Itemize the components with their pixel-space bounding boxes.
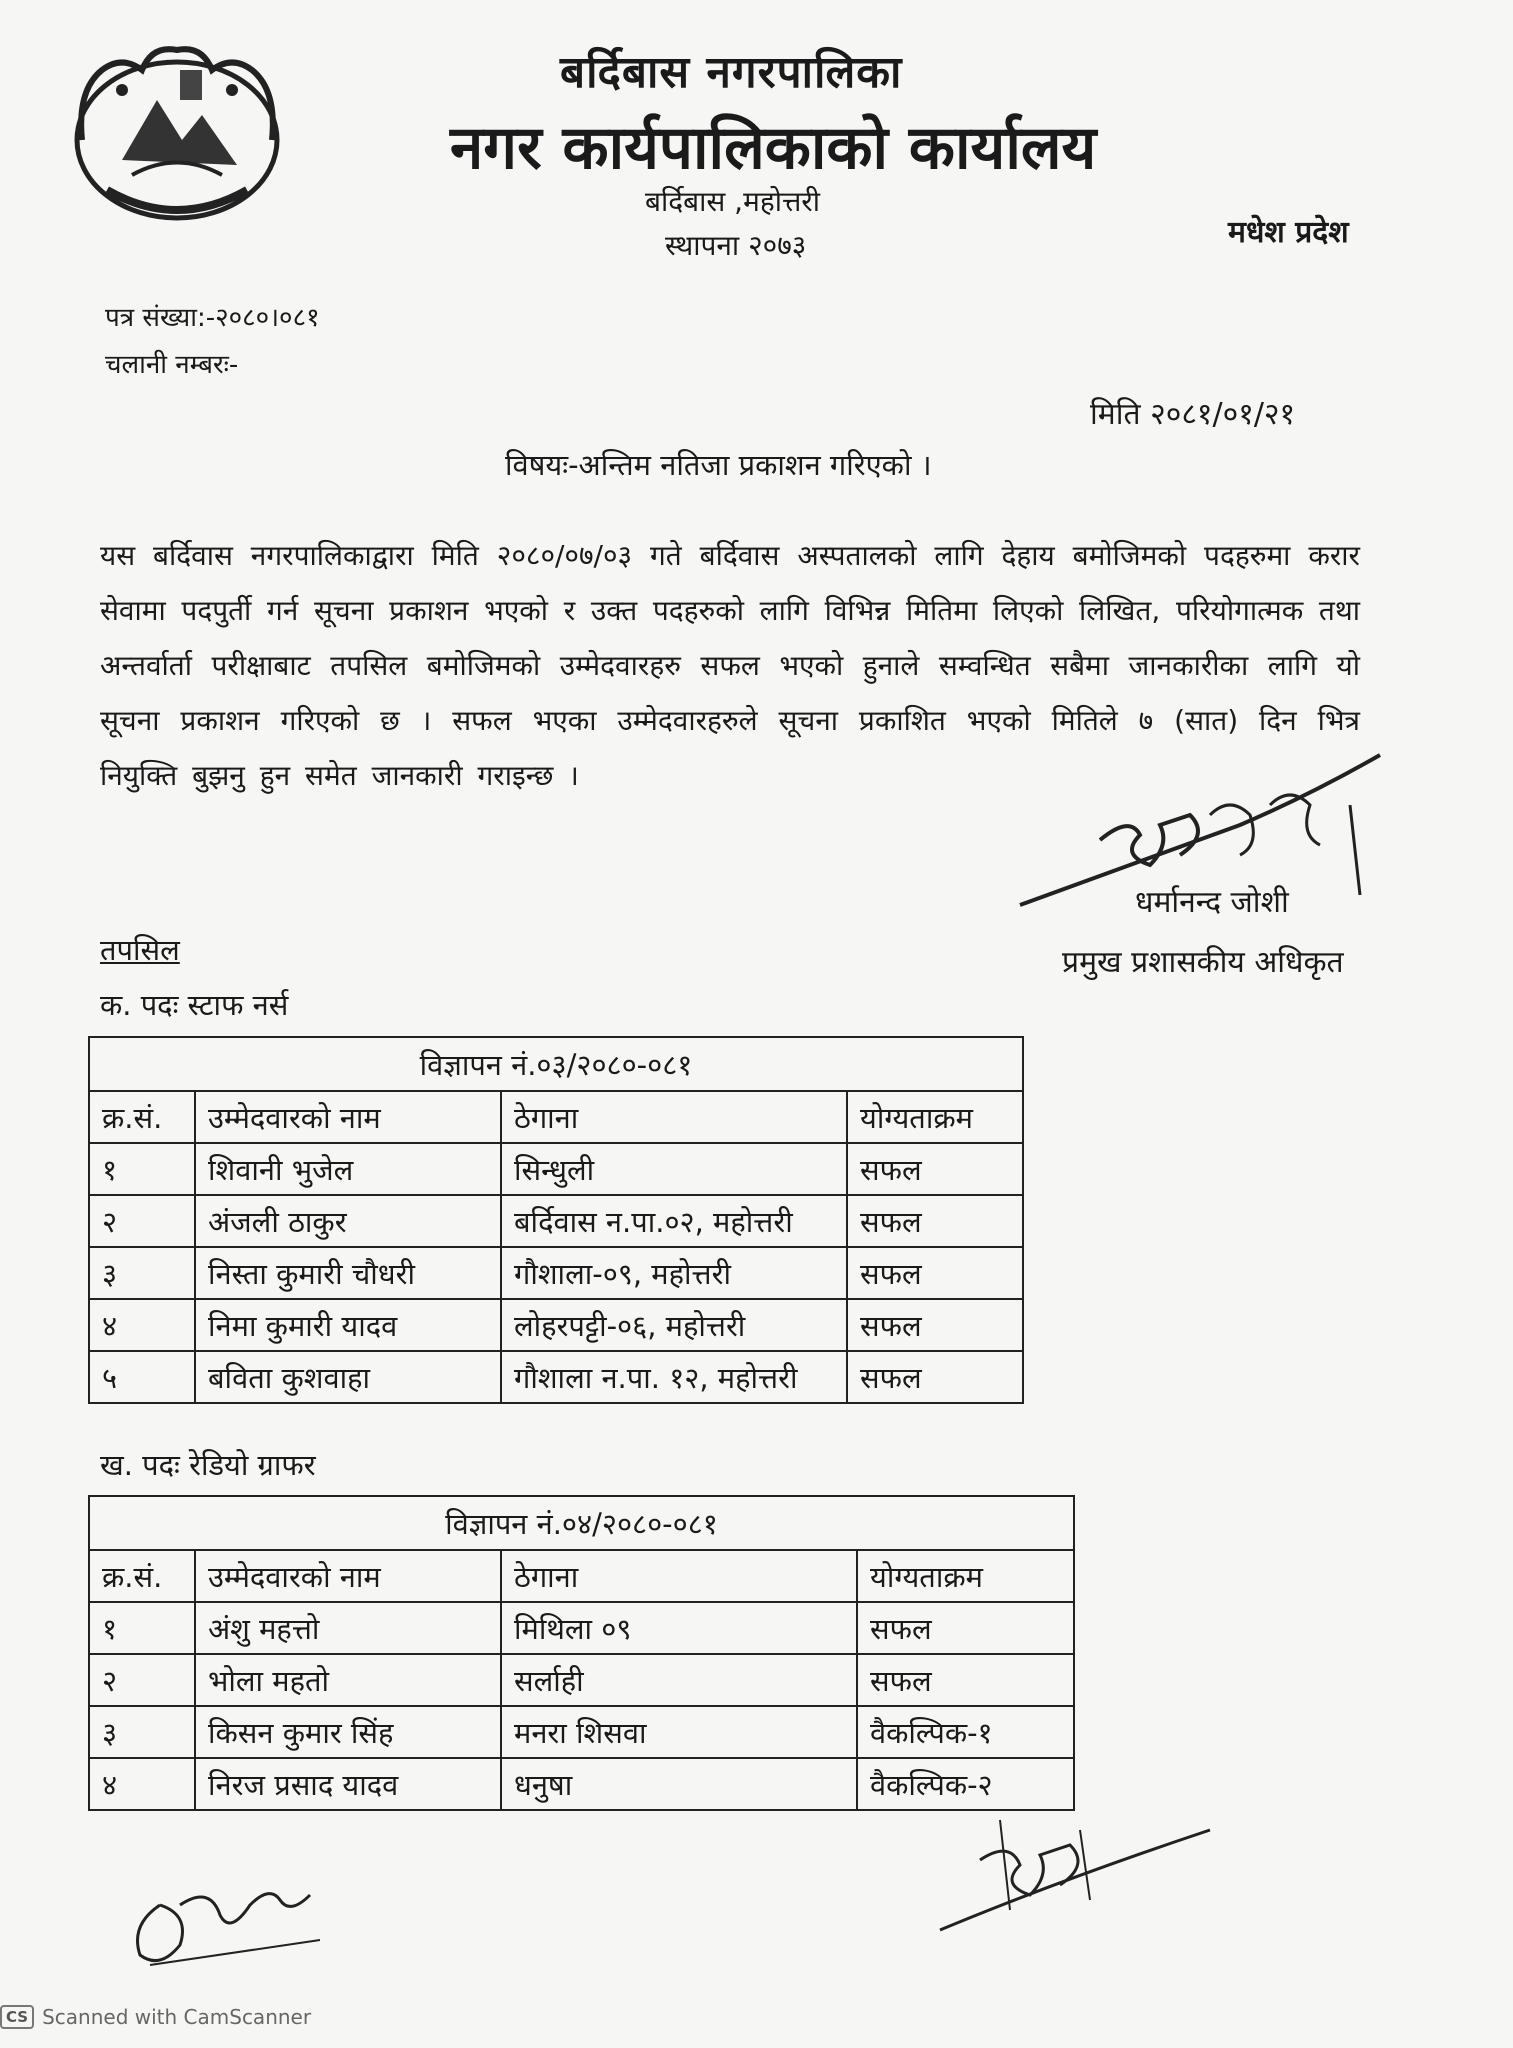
col-header-merit: योग्यताक्रम [857, 1550, 1074, 1602]
table-row [89, 1299, 1023, 1351]
office-established: स्थापना २०७३ [665, 229, 807, 262]
office-title: नगर कार्यपालिकाको कार्यालय [450, 113, 1097, 183]
cell-name: बविता कुशवाहा [195, 1351, 501, 1403]
results-table-radiographer [88, 1495, 1075, 1811]
cell-sn: ५ [89, 1351, 195, 1403]
cell-merit: वैकल्पिक-२ [857, 1758, 1074, 1810]
dispatch-number: चलानी नम्बरः- [105, 350, 239, 380]
col-header-name: उम्मेदवारको नाम [195, 1550, 501, 1602]
letter-subject: विषयः-अन्तिम नतिजा प्रकाशन गरिएको । [505, 448, 932, 482]
cell-merit: सफल [847, 1299, 1023, 1351]
cell-name: अंशु महत्तो [195, 1602, 501, 1654]
col-header-sn: क्र.सं. [89, 1091, 195, 1143]
letter-number: पत्र संख्या:-२०८०।०८१ [105, 303, 320, 333]
details-heading: तपसिल [100, 933, 180, 967]
cell-name: निस्ता कुमारी चौधरी [195, 1247, 501, 1299]
table-row [89, 1143, 1023, 1195]
post-title-radiographer: ख. पदः रेडियो ग्राफर [100, 1448, 316, 1482]
table-row [89, 1195, 1023, 1247]
col-header-address: ठेगाना [501, 1550, 857, 1602]
cell-address: सिन्धुली [501, 1143, 847, 1195]
letter-date: मिति २०८१/०१/२१ [1090, 397, 1296, 432]
cell-name: भोला महतो [195, 1654, 501, 1706]
signatory-designation: प्रमुख प्रशासकीय अधिकृत [1062, 945, 1344, 980]
col-header-name: उम्मेदवारको नाम [195, 1091, 501, 1143]
cell-address: मिथिला ०९ [501, 1602, 857, 1654]
cell-sn: २ [89, 1195, 195, 1247]
notice-body: यस बर्दिवास नगरपालिकाद्वारा मिति २०८०/०७/०३ गते बर्दिवास अस्पतालको लागि देहाय बमोजिमको पदहरुमा करार सेवामा पदपुर्ती गर्न सूचना प्रकाशन भएको र उक्त पदहरुको लागि विभिन्न मितिमा लिएको लिखित, परियोगात्मक तथा अन्तर्वार्ता परीक्षाबाट तपसिल बमोजिमको उम्मेदवारहरु सफल भएको हुनाले सम्वन्धित सबैमा जानकारीका लागि यो सूचना प्रकाशन गरिएको छ । सफल भएका उम्मेदवारहरुले सूचना प्रकाशित भएको मितिले ७ (सात) दिन भित्र नियुक्ति बुझनु हुन समेत जानकारी गराइन्छ । [100, 539, 1360, 792]
cell-merit: सफल [847, 1351, 1023, 1403]
advert-number: विज्ञापन नं.०४/२०८०-०८१ [89, 1496, 1074, 1550]
scanner-watermark [0, 2005, 311, 2029]
cell-address: गौशाला न.पा. १२, महोत्तरी [501, 1351, 847, 1403]
col-header-address: ठेगाना [501, 1091, 847, 1143]
cell-merit: सफल [847, 1247, 1023, 1299]
col-header-sn: क्र.सं. [89, 1550, 195, 1602]
signatory-name: धर्मानन्द जोशी [1135, 885, 1289, 920]
cell-merit: सफल [847, 1195, 1023, 1247]
cell-merit: सफल [857, 1602, 1074, 1654]
cell-name: निरज प्रसाद यादव [195, 1758, 501, 1810]
cell-sn: ३ [89, 1706, 195, 1758]
col-header-merit: योग्यताक्रम [847, 1091, 1023, 1143]
cell-address: धनुषा [501, 1758, 857, 1810]
cell-address: लोहरपट्टी-०६, महोत्तरी [501, 1299, 847, 1351]
advert-number: विज्ञापन नं.०३/२०८०-०८१ [89, 1037, 1023, 1091]
cell-name: निमा कुमारी यादव [195, 1299, 501, 1351]
cell-name: शिवानी भुजेल [195, 1143, 501, 1195]
camscanner-icon: CS [0, 2005, 34, 2029]
table-row [89, 1351, 1023, 1403]
office-place: बर्दिबास ,महोत्तरी [645, 185, 820, 218]
cell-sn: ३ [89, 1247, 195, 1299]
province-name: मधेश प्रदेश [1228, 215, 1349, 250]
office-name: बर्दिबास नगरपालिका [560, 47, 903, 98]
cell-address: गौशाला-०९, महोत्तरी [501, 1247, 847, 1299]
cell-sn: ४ [89, 1758, 195, 1810]
table-row [89, 1602, 1074, 1654]
cell-sn: १ [89, 1602, 195, 1654]
table-row [89, 1706, 1074, 1758]
post-title-staff-nurse: क. पदः स्टाफ नर्स [100, 988, 289, 1022]
cell-address: सर्लाही [501, 1654, 857, 1706]
cell-sn: १ [89, 1143, 195, 1195]
cell-address: बर्दिवास न.पा.०२, महोत्तरी [501, 1195, 847, 1247]
table-row [89, 1247, 1023, 1299]
cell-name: अंजली ठाकुर [195, 1195, 501, 1247]
signature-right [920, 1790, 1220, 1940]
results-table-staff-nurse [88, 1036, 1024, 1404]
cell-merit: सफल [857, 1654, 1074, 1706]
cell-name: किसन कुमार सिंह [195, 1706, 501, 1758]
cell-merit: सफल [847, 1143, 1023, 1195]
cell-merit: वैकल्पिक-१ [857, 1706, 1074, 1758]
table-row [89, 1654, 1074, 1706]
scanner-watermark-text: Scanned with CamScanner [42, 2005, 312, 2029]
signature-left [120, 1845, 350, 1975]
cell-address: मनरा शिसवा [501, 1706, 857, 1758]
cell-sn: २ [89, 1654, 195, 1706]
nepal-emblem-seal [62, 30, 292, 230]
cell-sn: ४ [89, 1299, 195, 1351]
